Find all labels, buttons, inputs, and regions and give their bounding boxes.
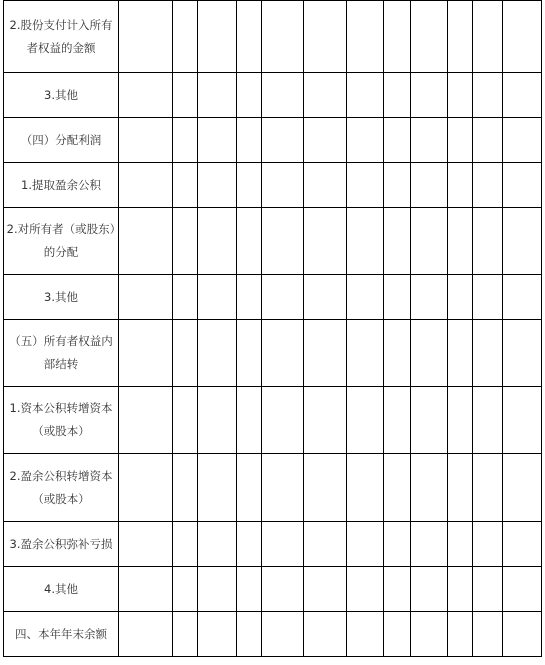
value-cell [448, 320, 473, 387]
value-cell [237, 163, 262, 208]
value-cell [198, 208, 237, 275]
table-row [4, 163, 542, 208]
value-cell [473, 208, 503, 275]
value-cell [411, 522, 448, 567]
value-cell [198, 163, 237, 208]
value-cell [411, 454, 448, 522]
value-cell [304, 118, 347, 163]
value-cell [411, 118, 448, 163]
value-cell [304, 208, 347, 275]
value-cell [119, 612, 173, 657]
value-cell [384, 522, 411, 567]
row-label: 3.其他 [4, 73, 119, 118]
table-row [4, 567, 542, 612]
value-cell [198, 320, 237, 387]
value-cell [173, 275, 198, 320]
value-cell [237, 118, 262, 163]
table-row [4, 208, 542, 275]
value-cell [173, 118, 198, 163]
value-cell [473, 275, 503, 320]
value-cell [304, 612, 347, 657]
row-label: 2.盈余公积转增资本（或股本） [4, 454, 119, 522]
value-cell [237, 567, 262, 612]
value-cell [198, 612, 237, 657]
value-cell [347, 118, 384, 163]
value-cell [237, 454, 262, 522]
value-cell [384, 73, 411, 118]
value-cell [473, 1, 503, 73]
value-cell [304, 275, 347, 320]
value-cell [119, 208, 173, 275]
value-cell [411, 612, 448, 657]
value-cell [384, 567, 411, 612]
value-cell [173, 387, 198, 454]
table-row [4, 522, 542, 567]
value-cell [411, 275, 448, 320]
value-cell [262, 275, 304, 320]
value-cell [173, 320, 198, 387]
value-cell [119, 320, 173, 387]
value-cell [347, 387, 384, 454]
table-row [4, 118, 542, 163]
value-cell [503, 1, 542, 73]
value-cell [173, 208, 198, 275]
table-row [4, 275, 542, 320]
value-cell [119, 275, 173, 320]
value-cell [384, 454, 411, 522]
value-cell [262, 387, 304, 454]
value-cell [198, 73, 237, 118]
value-cell [503, 163, 542, 208]
table-row [4, 320, 542, 387]
value-cell [448, 163, 473, 208]
value-cell [473, 567, 503, 612]
value-cell [173, 522, 198, 567]
value-cell [448, 567, 473, 612]
value-cell [448, 275, 473, 320]
value-cell [304, 163, 347, 208]
value-cell [198, 275, 237, 320]
value-cell [119, 1, 173, 73]
value-cell [198, 454, 237, 522]
value-cell [503, 454, 542, 522]
value-cell [503, 208, 542, 275]
value-cell [448, 387, 473, 454]
value-cell [411, 387, 448, 454]
value-cell [384, 163, 411, 208]
value-cell [503, 320, 542, 387]
value-cell [473, 387, 503, 454]
value-cell [262, 118, 304, 163]
value-cell [173, 163, 198, 208]
table-row [4, 1, 542, 73]
row-label: 1.资本公积转增资本（或股本） [4, 387, 119, 454]
value-cell [503, 612, 542, 657]
table-row [4, 454, 542, 522]
row-label: 四、本年年末余额 [4, 612, 119, 657]
value-cell [119, 567, 173, 612]
value-cell [304, 567, 347, 612]
value-cell [304, 522, 347, 567]
value-cell [237, 275, 262, 320]
value-cell [384, 320, 411, 387]
value-cell [448, 208, 473, 275]
value-cell [237, 73, 262, 118]
value-cell [119, 163, 173, 208]
row-label: 2.股份支付计入所有者权益的金额 [4, 1, 119, 73]
value-cell [304, 454, 347, 522]
value-cell [473, 163, 503, 208]
value-cell [262, 612, 304, 657]
value-cell [198, 118, 237, 163]
value-cell [347, 275, 384, 320]
value-cell [262, 163, 304, 208]
equity-changes-table [3, 0, 542, 657]
value-cell [119, 522, 173, 567]
value-cell [384, 118, 411, 163]
value-cell [262, 522, 304, 567]
value-cell [237, 387, 262, 454]
value-cell [411, 1, 448, 73]
value-cell [347, 208, 384, 275]
value-cell [119, 454, 173, 522]
table-row [4, 73, 542, 118]
value-cell [503, 522, 542, 567]
table-row [4, 612, 542, 657]
value-cell [473, 522, 503, 567]
value-cell [198, 567, 237, 612]
value-cell [411, 567, 448, 612]
row-label: 2.对所有者（或股东）的分配 [4, 208, 119, 275]
value-cell [173, 454, 198, 522]
value-cell [198, 522, 237, 567]
value-cell [347, 612, 384, 657]
table-row [4, 387, 542, 454]
value-cell [173, 612, 198, 657]
value-cell [411, 73, 448, 118]
value-cell [503, 118, 542, 163]
value-cell [198, 387, 237, 454]
row-label: 1.提取盈余公积 [4, 163, 119, 208]
value-cell [411, 163, 448, 208]
value-cell [262, 1, 304, 73]
value-cell [119, 387, 173, 454]
value-cell [384, 1, 411, 73]
row-label: 3.盈余公积弥补亏损 [4, 522, 119, 567]
value-cell [448, 73, 473, 118]
value-cell [347, 454, 384, 522]
value-cell [198, 1, 237, 73]
value-cell [503, 275, 542, 320]
value-cell [237, 522, 262, 567]
value-cell [503, 387, 542, 454]
value-cell [173, 73, 198, 118]
value-cell [262, 320, 304, 387]
value-cell [448, 118, 473, 163]
value-cell [347, 73, 384, 118]
value-cell [347, 320, 384, 387]
value-cell [384, 387, 411, 454]
value-cell [173, 567, 198, 612]
value-cell [384, 275, 411, 320]
value-cell [384, 612, 411, 657]
value-cell [503, 73, 542, 118]
value-cell [411, 320, 448, 387]
value-cell [347, 163, 384, 208]
value-cell [347, 522, 384, 567]
value-cell [237, 320, 262, 387]
value-cell [473, 118, 503, 163]
value-cell [304, 1, 347, 73]
row-label: （五）所有者权益内部结转 [4, 320, 119, 387]
value-cell [473, 320, 503, 387]
value-cell [347, 1, 384, 73]
row-label: 3.其他 [4, 275, 119, 320]
value-cell [473, 454, 503, 522]
value-cell [262, 208, 304, 275]
value-cell [448, 1, 473, 73]
value-cell [304, 320, 347, 387]
value-cell [448, 454, 473, 522]
row-label: 4.其他 [4, 567, 119, 612]
value-cell [262, 454, 304, 522]
value-cell [237, 208, 262, 275]
value-cell [262, 73, 304, 118]
value-cell [237, 1, 262, 73]
value-cell [503, 567, 542, 612]
value-cell [262, 567, 304, 612]
value-cell [119, 73, 173, 118]
value-cell [347, 567, 384, 612]
row-label: （四）分配利润 [4, 118, 119, 163]
value-cell [448, 522, 473, 567]
value-cell [119, 118, 173, 163]
value-cell [304, 387, 347, 454]
value-cell [304, 73, 347, 118]
value-cell [448, 612, 473, 657]
value-cell [173, 1, 198, 73]
value-cell [473, 612, 503, 657]
value-cell [384, 208, 411, 275]
value-cell [411, 208, 448, 275]
value-cell [473, 73, 503, 118]
value-cell [237, 612, 262, 657]
